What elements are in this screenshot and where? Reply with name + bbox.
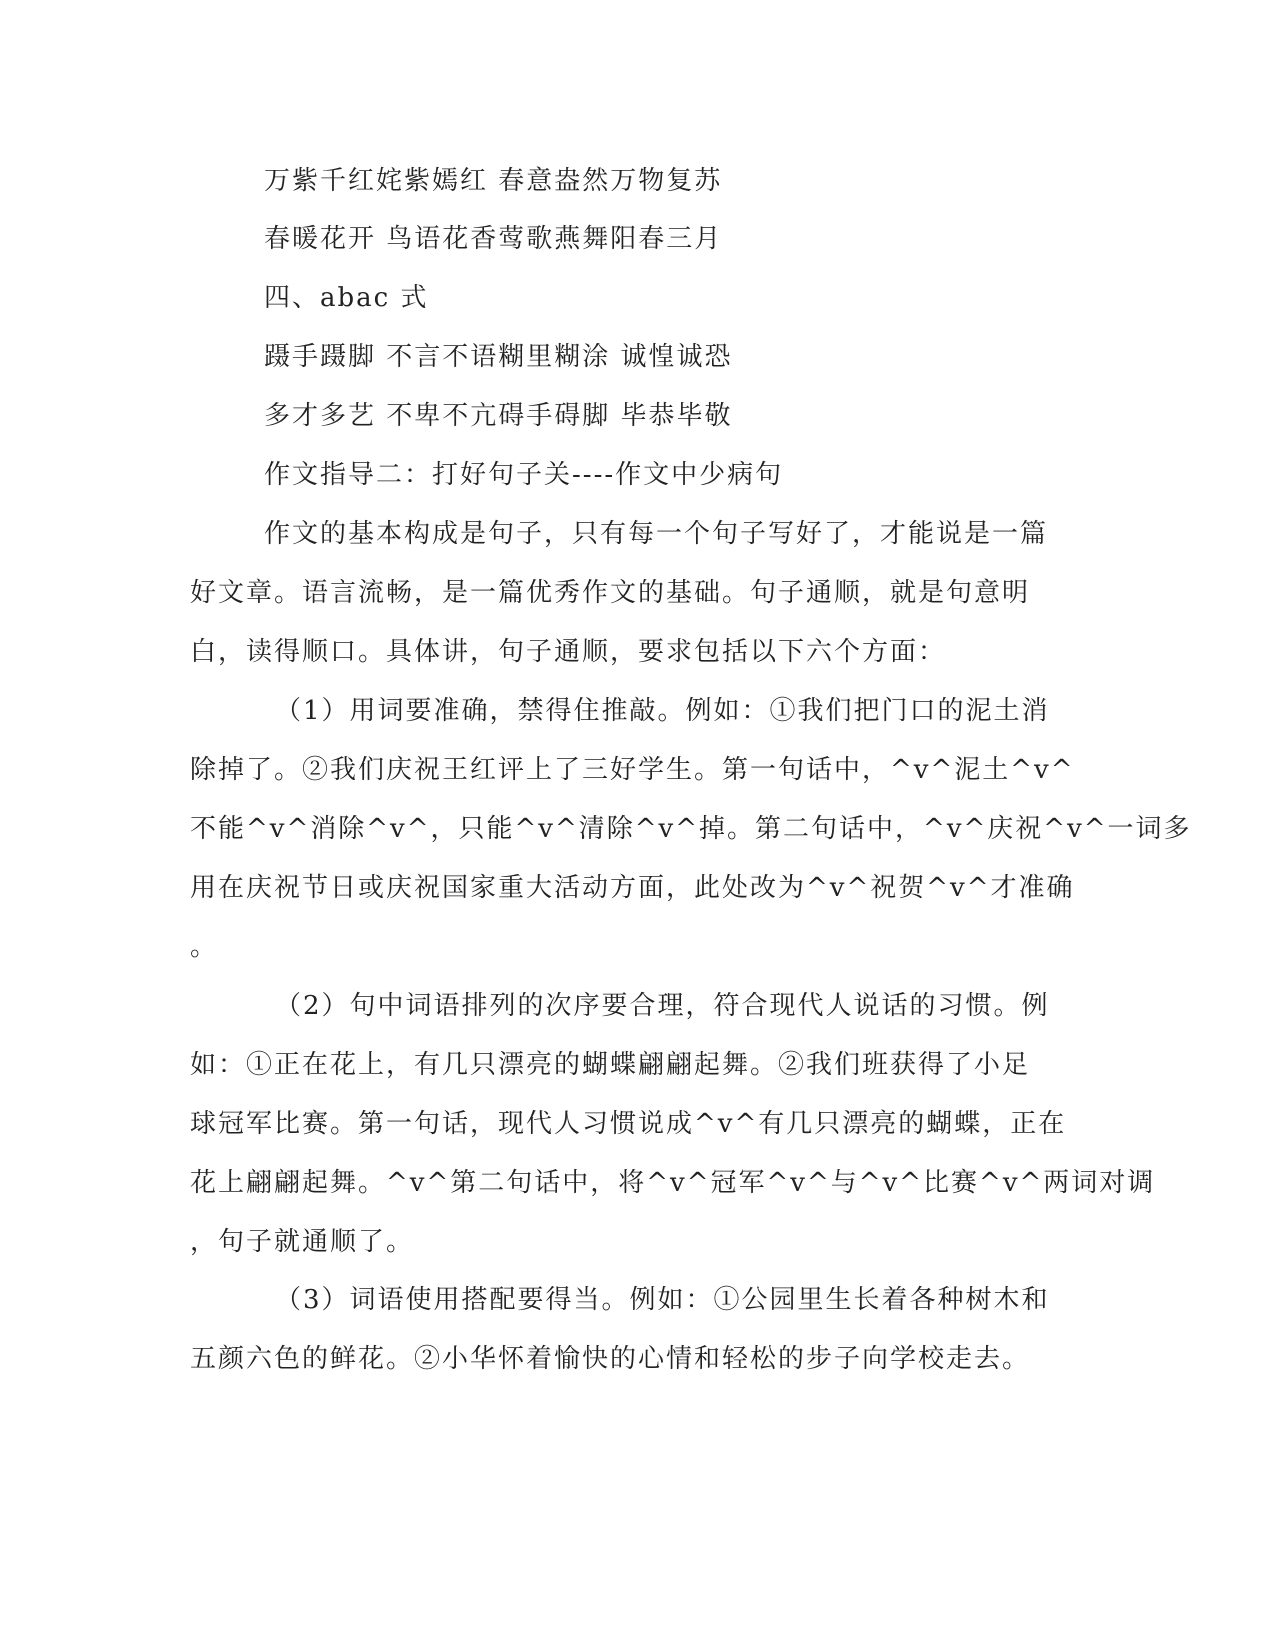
section-heading-abac: 四、abac 式 xyxy=(264,283,429,313)
point-3-line: （3）词语使用搭配要得当。例如：①公园里生长着各种树木和 xyxy=(275,1285,1050,1315)
point-3-line: 五颜六色的鲜花。②小华怀着愉快的心情和轻松的步子向学校走去。 xyxy=(190,1344,1031,1374)
idiom-line-2: 春暖花开 鸟语花香莺歌燕舞阳春三月 xyxy=(264,224,723,254)
paragraph-line: 好文章。语言流畅，是一篇优秀作文的基础。句子通顺，就是句意明 xyxy=(190,578,1031,608)
point-1-line: 用在庆祝节日或庆祝国家重大活动方面，此处改为^v^祝贺^v^才准确 xyxy=(190,873,1075,903)
guide-title: 作文指导二：打好句子关----作文中少病句 xyxy=(264,460,784,490)
point-2-line: （2）句中词语排列的次序要合理，符合现代人说话的习惯。例 xyxy=(275,991,1050,1021)
point-2-line: ，句子就通顺了。 xyxy=(190,1227,415,1257)
idiom-line-3: 蹑手蹑脚 不言不语糊里糊涂 诚惶诚恐 xyxy=(264,342,733,372)
point-1-line: 。 xyxy=(190,932,219,962)
paragraph-line: 作文的基本构成是句子，只有每一个句子写好了，才能说是一篇 xyxy=(264,519,1049,549)
point-2-line: 如：①正在花上，有几只漂亮的蝴蝶翩翩起舞。②我们班获得了小足 xyxy=(190,1050,1031,1080)
point-1-line: 不能^v^消除^v^，只能^v^清除^v^掉。第二句话中，^v^庆祝^v^一词多 xyxy=(190,814,1192,844)
idiom-line-4: 多才多艺 不卑不亢碍手碍脚 毕恭毕敬 xyxy=(264,401,733,431)
point-1-line: （1）用词要准确，禁得住推敲。例如：①我们把门口的泥土消 xyxy=(275,696,1050,726)
point-1-line: 除掉了。②我们庆祝王红评上了三好学生。第一句话中，^v^泥土^v^ xyxy=(190,755,1075,785)
idiom-line-1: 万紫千红姹紫嫣红 春意盎然万物复苏 xyxy=(264,166,723,196)
point-2-line: 花上翩翩起舞。^v^第二句话中，将^v^冠军^v^与^v^比赛^v^两词对调 xyxy=(190,1168,1156,1198)
paragraph-line: 白，读得顺口。具体讲，句子通顺，要求包括以下六个方面： xyxy=(190,637,947,667)
point-2-line: 球冠军比赛。第一句话，现代人习惯说成^v^有几只漂亮的蝴蝶，正在 xyxy=(190,1109,1067,1139)
